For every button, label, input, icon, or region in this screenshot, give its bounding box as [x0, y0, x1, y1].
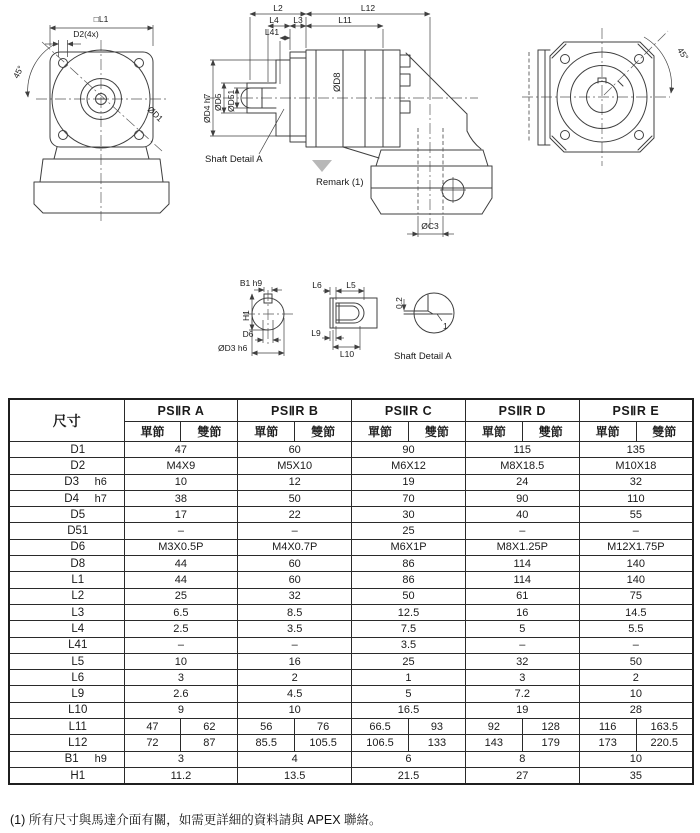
dim-label-l5: L5	[346, 280, 356, 290]
group-header-row	[9, 399, 693, 421]
dimension-tolerance: h7	[94, 492, 107, 505]
value-cell: 60	[238, 572, 352, 588]
value-cell: 40	[465, 507, 579, 523]
footnote: (1) 所有尺寸與馬達介面有關，如需更詳細的資料請與 APEX 聯絡。	[10, 813, 382, 827]
dimension-name-cell	[9, 767, 124, 784]
dim-label-b1: B1 h9	[239, 278, 263, 288]
value-cell: 86	[352, 572, 466, 588]
value-cell: 10	[579, 751, 693, 767]
dim-label-d3: ØD3 h6	[218, 343, 248, 353]
value-cell: –	[238, 523, 352, 539]
subheader-single-stage: 單節	[579, 421, 636, 441]
table-row	[9, 621, 693, 637]
value-cell: 86	[352, 556, 466, 572]
value-cell: 5.5	[579, 621, 693, 637]
value-cell: –	[124, 637, 238, 653]
value-cell: 10	[238, 702, 352, 718]
value-cell: 13.5	[238, 767, 352, 784]
dim-label-front-45: 45°	[10, 63, 26, 80]
dimension-name-cell	[9, 670, 124, 686]
dimension-name-cell	[9, 719, 124, 735]
value-cell: 90	[465, 490, 579, 506]
value-cell: 61	[465, 588, 579, 604]
column-group-psiir-b: PSⅡR B	[238, 399, 352, 421]
value-cell: 21.5	[352, 767, 466, 784]
dim-label-l10: L10	[339, 349, 355, 359]
value-cell: 2	[238, 670, 352, 686]
value-cell: 60	[238, 442, 352, 458]
value-cell: 32	[579, 474, 693, 490]
value-cell: 133	[408, 735, 465, 751]
dimension-name-cell	[9, 474, 124, 490]
value-cell: 3	[124, 670, 238, 686]
value-cell: 8.5	[238, 604, 352, 620]
subheader-double-stage: 雙節	[295, 421, 352, 441]
subheader-double-stage: 雙節	[408, 421, 465, 441]
value-cell: 3	[465, 670, 579, 686]
value-cell: 12.5	[352, 604, 466, 620]
value-cell: 32	[238, 588, 352, 604]
dim-label-c3: ØC3	[421, 221, 439, 231]
value-cell: –	[465, 523, 579, 539]
value-cell: 8	[465, 751, 579, 767]
dim-label-1: 1	[443, 321, 448, 331]
value-cell: 19	[465, 702, 579, 718]
dimension-name-cell	[9, 507, 124, 523]
value-cell: M5X10	[238, 458, 352, 474]
dim-label-d5: ØD5	[213, 93, 223, 111]
dimension-name-cell	[9, 490, 124, 506]
subheader-double-stage: 雙節	[636, 421, 693, 441]
value-cell: 55	[579, 507, 693, 523]
value-cell: 114	[465, 556, 579, 572]
dim-label-l2: L2	[273, 3, 283, 13]
value-cell: M3X0.5P	[124, 539, 238, 555]
value-cell: 140	[579, 556, 693, 572]
value-cell: 17	[124, 507, 238, 523]
value-cell: 16	[238, 653, 352, 669]
dimension-name-cell	[9, 653, 124, 669]
dimension-name-cell	[9, 637, 124, 653]
table-row	[9, 637, 693, 653]
value-cell: 22	[238, 507, 352, 523]
dim-label-l3: L3	[293, 15, 303, 25]
dim-label-d2: D2(4x)	[73, 29, 99, 39]
value-cell: 11.2	[124, 767, 238, 784]
value-cell: M6X12	[352, 458, 466, 474]
shaft-cross-section	[218, 278, 294, 356]
table-row	[9, 719, 693, 735]
table-row	[9, 653, 693, 669]
dim-label-d1: ØD1	[145, 104, 166, 124]
dim-label-h1: H1	[241, 310, 251, 321]
subheader-single-stage: 單節	[124, 421, 181, 441]
value-cell: 163.5	[636, 719, 693, 735]
value-cell: 110	[579, 490, 693, 506]
value-cell: 60	[238, 556, 352, 572]
value-cell: 6.5	[124, 604, 238, 620]
value-cell: 87	[181, 735, 238, 751]
dimension-name: H1	[70, 769, 86, 782]
value-cell: 220.5	[636, 735, 693, 751]
subheader-single-stage: 單節	[352, 421, 409, 441]
value-cell: 35	[579, 767, 693, 784]
value-cell: 27	[465, 767, 579, 784]
table-row	[9, 507, 693, 523]
table-row	[9, 442, 693, 458]
dimension-name-cell	[9, 539, 124, 555]
dimension-name: L41	[68, 639, 88, 652]
value-cell: 14.5	[579, 604, 693, 620]
value-cell: 9	[124, 702, 238, 718]
value-cell: M8X1.25P	[465, 539, 579, 555]
value-cell: 4.5	[238, 686, 352, 702]
value-cell: M6X1P	[352, 539, 466, 555]
dimension-name: D8	[70, 557, 86, 570]
dim-label-l1: □L1	[93, 14, 109, 24]
value-cell: M4X0.7P	[238, 539, 352, 555]
value-cell: 5	[465, 621, 579, 637]
value-cell: 16	[465, 604, 579, 620]
value-cell: 72	[124, 735, 181, 751]
value-cell: 85.5	[238, 735, 295, 751]
table-row	[9, 523, 693, 539]
dimension-name: L3	[71, 606, 85, 619]
value-cell: 25	[352, 523, 466, 539]
value-cell: M8X18.5	[465, 458, 579, 474]
value-cell: 5	[352, 686, 466, 702]
table-row	[9, 539, 693, 555]
dim-label-l9: L9	[311, 328, 321, 338]
value-cell: 114	[465, 572, 579, 588]
value-cell: 135	[579, 442, 693, 458]
value-cell: 173	[579, 735, 636, 751]
dimension-name: L6	[71, 671, 85, 684]
side-view	[202, 3, 492, 237]
value-cell: 50	[238, 490, 352, 506]
value-cell: –	[124, 523, 238, 539]
column-group-psiir-e: PSⅡR E	[579, 399, 693, 421]
value-cell: 44	[124, 556, 238, 572]
value-cell: 12	[238, 474, 352, 490]
table-row	[9, 572, 693, 588]
value-cell: 2	[579, 670, 693, 686]
value-cell: –	[579, 523, 693, 539]
shaft-detail-a-callout: Shaft Detail A	[205, 154, 263, 165]
dimension-name: D5	[70, 508, 86, 521]
value-cell: M10X18	[579, 458, 693, 474]
value-cell: 25	[352, 653, 466, 669]
value-cell: 10	[579, 686, 693, 702]
value-cell: 50	[579, 653, 693, 669]
dimension-name: L11	[68, 720, 87, 733]
dimension-name: L12	[68, 736, 88, 749]
remark-triangle-marker	[312, 160, 332, 172]
table-row	[9, 556, 693, 572]
value-cell: 3.5	[352, 637, 466, 653]
dimension-name-cell	[9, 588, 124, 604]
value-cell: –	[579, 637, 693, 653]
dimension-name-cell	[9, 572, 124, 588]
value-cell: 115	[465, 442, 579, 458]
table-row	[9, 735, 693, 751]
dim-label-l41: L41	[264, 27, 280, 37]
value-cell: 62	[181, 719, 238, 735]
table-row	[9, 670, 693, 686]
dim-label-l6: L6	[312, 280, 322, 290]
value-cell: 66.5	[352, 719, 409, 735]
value-cell: 25	[124, 588, 238, 604]
dimension-name-cell	[9, 458, 124, 474]
value-cell: 3	[124, 751, 238, 767]
keyway-profile	[311, 280, 377, 359]
value-cell: 3.5	[238, 621, 352, 637]
value-cell: 47	[124, 442, 238, 458]
table-row	[9, 458, 693, 474]
dimension-tolerance: h6	[94, 476, 107, 489]
value-cell: 50	[352, 588, 466, 604]
dim-label-l11: L11	[338, 15, 352, 25]
technical-drawing	[0, 0, 700, 392]
value-cell: 2.5	[124, 621, 238, 637]
value-cell: 179	[522, 735, 579, 751]
value-cell: 10	[124, 474, 238, 490]
value-cell: –	[465, 637, 579, 653]
rear-view	[522, 28, 691, 166]
value-cell: 93	[408, 719, 465, 735]
dimension-tolerance: h9	[94, 753, 107, 766]
dimension-name-cell	[9, 621, 124, 637]
value-cell: 6	[352, 751, 466, 767]
value-cell: 106.5	[352, 735, 409, 751]
value-cell: –	[238, 637, 352, 653]
dimension-name: L4	[71, 622, 85, 635]
value-cell: 116	[579, 719, 636, 735]
value-cell: 16.5	[352, 702, 466, 718]
dim-label-d6: D6	[242, 329, 254, 339]
subheader-single-stage: 單節	[465, 421, 522, 441]
table-row	[9, 490, 693, 506]
dim-label-d8: ØD8	[332, 72, 343, 92]
table-row	[9, 702, 693, 718]
remark-label: Remark (1)	[316, 177, 364, 188]
dimension-name-cell	[9, 751, 124, 767]
dimension-name-cell	[9, 523, 124, 539]
subheader-double-stage: 雙節	[181, 421, 238, 441]
subheader-double-stage: 雙節	[522, 421, 579, 441]
value-cell: 56	[238, 719, 295, 735]
dim-label-02: 0.2	[394, 297, 404, 309]
shaft-detail-a	[394, 293, 454, 362]
value-cell: 105.5	[295, 735, 352, 751]
value-cell: M4X9	[124, 458, 238, 474]
table-row	[9, 751, 693, 767]
table-row	[9, 767, 693, 784]
front-view	[11, 14, 169, 221]
value-cell: 24	[465, 474, 579, 490]
value-cell: 32	[465, 653, 579, 669]
dimension-name-cell	[9, 686, 124, 702]
value-cell: 143	[465, 735, 522, 751]
value-cell: 140	[579, 572, 693, 588]
value-cell: 76	[295, 719, 352, 735]
dimension-name-cell	[9, 556, 124, 572]
value-cell: 128	[522, 719, 579, 735]
value-cell: 2.6	[124, 686, 238, 702]
column-group-psiir-c: PSⅡR C	[352, 399, 466, 421]
table-row	[9, 604, 693, 620]
value-cell: 38	[124, 490, 238, 506]
table-row	[9, 588, 693, 604]
dimension-table	[8, 398, 694, 785]
dimension-table-body	[9, 442, 693, 785]
subheader-single-stage: 單節	[238, 421, 295, 441]
value-cell: 4	[238, 751, 352, 767]
column-group-psiir-a: PSⅡR A	[124, 399, 238, 421]
dim-label-l4: L4	[269, 15, 279, 25]
dimension-name: D3	[64, 476, 79, 489]
value-cell: 28	[579, 702, 693, 718]
dimension-name-cell	[9, 604, 124, 620]
dimension-name-cell	[9, 735, 124, 751]
dimension-name-cell	[9, 442, 124, 458]
value-cell: 75	[579, 588, 693, 604]
dimension-name: D1	[70, 443, 86, 456]
shaft-detail-a-caption: Shaft Detail A	[394, 351, 452, 362]
dimension-name: L2	[71, 590, 85, 603]
column-group-psiir-d: PSⅡR D	[465, 399, 579, 421]
table-row	[9, 686, 693, 702]
value-cell: 1	[352, 670, 466, 686]
dim-label-l12: L12	[360, 3, 376, 13]
dimension-name: B1	[64, 753, 79, 766]
dimension-name: D6	[70, 541, 86, 554]
dim-label-d4: ØD4 h7	[202, 93, 212, 123]
dim-label-d51: ØD51	[226, 89, 236, 112]
dimension-name: D2	[70, 459, 86, 472]
value-cell: 10	[124, 653, 238, 669]
dimension-name-cell	[9, 702, 124, 718]
table-corner-size-label: 尺寸	[9, 399, 124, 442]
value-cell: 19	[352, 474, 466, 490]
value-cell: 44	[124, 572, 238, 588]
dimension-name: L1	[71, 574, 85, 587]
value-cell: 7.5	[352, 621, 466, 637]
dim-label-rear-45: 45°	[675, 45, 691, 62]
value-cell: M12X1.75P	[579, 539, 693, 555]
dimension-name: L9	[71, 688, 85, 701]
dimension-name: D4	[64, 492, 79, 505]
value-cell: 90	[352, 442, 466, 458]
dimension-name: L10	[68, 704, 88, 717]
value-cell: 7.2	[465, 686, 579, 702]
value-cell: 47	[124, 719, 181, 735]
value-cell: 70	[352, 490, 466, 506]
table-row	[9, 474, 693, 490]
value-cell: 92	[465, 719, 522, 735]
value-cell: 30	[352, 507, 466, 523]
dimension-name: D51	[67, 525, 89, 538]
dimension-name: L5	[71, 655, 85, 668]
